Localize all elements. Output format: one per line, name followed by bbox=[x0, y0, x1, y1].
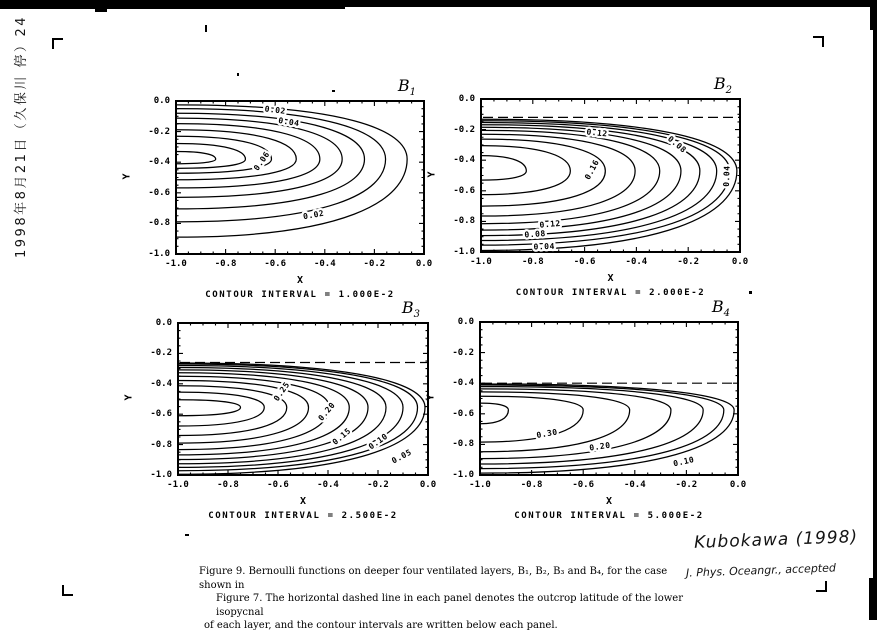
contour-label: 0.10 bbox=[672, 455, 696, 469]
y-tick-label: -1.0 bbox=[148, 249, 170, 259]
y-tick-label: -0.4 bbox=[148, 157, 170, 168]
x-tick-label: 0.0 bbox=[419, 480, 437, 490]
contour-label: 0.10 bbox=[366, 431, 390, 452]
scan-edge-top-bump2 bbox=[95, 9, 107, 12]
plot-border bbox=[480, 322, 738, 475]
crop-mark-top-left bbox=[52, 38, 63, 49]
x-tick-label: 0.0 bbox=[731, 257, 749, 267]
tick-marks bbox=[480, 322, 738, 475]
contour-label: 0.08 bbox=[666, 134, 689, 155]
panel-title-b4 bbox=[712, 297, 730, 319]
x-axis-label: X bbox=[605, 496, 613, 507]
y-tick-label: -0.6 bbox=[148, 187, 170, 198]
scan-speck bbox=[332, 90, 335, 92]
contour-label: 0.30 bbox=[535, 427, 559, 440]
contour-line-0.3 bbox=[480, 396, 583, 442]
y-tick-label: -0.6 bbox=[150, 409, 172, 420]
x-tick-label: -0.6 bbox=[572, 480, 595, 490]
x-tick-label: 0.0 bbox=[729, 480, 747, 490]
panel-title-b1 bbox=[398, 76, 416, 98]
y-tick-label: 0.0 bbox=[153, 96, 170, 106]
contour-label: 0.20 bbox=[588, 440, 612, 453]
scan-edge-right-bottom bbox=[869, 578, 877, 620]
panel-b2 bbox=[426, 74, 749, 298]
scan-speck bbox=[205, 25, 207, 32]
x-axis-label: X bbox=[607, 273, 614, 284]
contour-line-0.06 bbox=[176, 130, 296, 180]
y-tick-label: 0.0 bbox=[155, 318, 172, 328]
panel-b4 bbox=[425, 297, 747, 521]
crop-mark-bottom-right bbox=[816, 581, 827, 592]
contour-line-0.275 bbox=[178, 400, 241, 416]
x-tick-label: 0.0 bbox=[415, 259, 433, 269]
y-tick-label: -0.4 bbox=[150, 378, 172, 389]
y-tick-label: -0.6 bbox=[452, 408, 474, 419]
figure-caption-line3: of each layer, and the contour intervals are written below each panel. bbox=[204, 620, 558, 631]
contour-label: 0.04 bbox=[533, 241, 555, 252]
panel-b3 bbox=[123, 298, 437, 521]
contour-line-0.25 bbox=[178, 392, 264, 426]
y-tick-label: -0.8 bbox=[150, 439, 172, 450]
x-tick-label: -0.2 bbox=[363, 259, 386, 269]
contour-line-0.09 bbox=[176, 151, 216, 163]
scan-edge-right bbox=[873, 0, 877, 620]
x-tick-label: -0.8 bbox=[217, 480, 239, 490]
panel-title-subscript: 3 bbox=[413, 309, 420, 321]
contour-line-0.05 bbox=[176, 124, 320, 188]
handwritten-date-note: 1998年8月21日（久保川 停）24 bbox=[14, 14, 29, 258]
y-axis-label: Y bbox=[123, 394, 135, 401]
scan-speck bbox=[185, 534, 189, 536]
y-axis-label: Y bbox=[426, 170, 438, 178]
contour-plot-b1 bbox=[172, 97, 428, 258]
scan-speck bbox=[237, 73, 239, 76]
panel-title-letter: B bbox=[711, 297, 724, 316]
contour-label: 0.25 bbox=[271, 380, 292, 403]
x-axis-label: X bbox=[299, 496, 307, 507]
y-axis-label: Y bbox=[425, 393, 437, 401]
panel-title-b2 bbox=[714, 74, 732, 96]
contour-plot-b4 bbox=[476, 318, 742, 479]
x-tick-label: -1.0 bbox=[167, 480, 189, 490]
x-tick-label: -0.6 bbox=[573, 257, 596, 267]
panel-b1 bbox=[121, 76, 433, 300]
x-tick-label: -0.2 bbox=[367, 480, 389, 490]
panel-title-subscript: 2 bbox=[725, 85, 732, 97]
tick-marks bbox=[178, 323, 428, 475]
contour-label: 0.04 bbox=[277, 116, 301, 129]
handwritten-citation-journal: J. Phys. Oceangr., accepted bbox=[685, 561, 837, 580]
panel-title-subscript: 4 bbox=[723, 308, 730, 320]
contour-label: 0.08 bbox=[524, 229, 547, 240]
scan-edge-right-top bbox=[870, 0, 877, 30]
contour-line-0.225 bbox=[178, 386, 287, 436]
contour-label: 0.12 bbox=[539, 218, 562, 230]
contour-label: 0.20 bbox=[316, 400, 338, 423]
y-tick-label: -0.8 bbox=[453, 216, 475, 227]
contour-interval-caption: CONTOUR INTERVAL = 2.000E-2 bbox=[515, 288, 706, 298]
y-tick-label: -0.2 bbox=[452, 347, 474, 358]
x-axis-label: X bbox=[296, 275, 304, 286]
scan-edge-top-bump bbox=[0, 7, 345, 9]
x-tick-label: -1.0 bbox=[469, 480, 491, 490]
contour-label: 0.16 bbox=[583, 158, 602, 182]
contour-interval-caption: CONTOUR INTERVAL = 5.000E-2 bbox=[514, 511, 704, 521]
x-tick-label: -0.2 bbox=[675, 480, 698, 490]
crop-mark-top-right bbox=[813, 36, 824, 47]
y-tick-label: -1.0 bbox=[150, 470, 172, 480]
figure-caption-line1: Figure 9. Bernoulli functions on deeper four ventilated layers, B₁, B₂, B₃ and B₄, for the case shown in bbox=[199, 566, 668, 591]
y-axis-label: Y bbox=[121, 172, 133, 180]
contour-interval-caption: CONTOUR INTERVAL = 1.000E-2 bbox=[205, 290, 395, 300]
contour-line-0.025 bbox=[178, 363, 425, 474]
y-tick-label: -0.2 bbox=[148, 126, 170, 137]
figure-caption-line2: Figure 7. The horizontal dashed line in each panel denotes the outcrop latitude of the lower isopycnal bbox=[216, 593, 684, 618]
contour-line-0.2 bbox=[178, 380, 309, 443]
contour-interval-caption: CONTOUR INTERVAL = 2.500E-2 bbox=[208, 511, 398, 521]
scan-edge-top bbox=[0, 0, 877, 7]
contour-label: 0.02 bbox=[302, 208, 325, 222]
y-tick-label: -1.0 bbox=[452, 470, 474, 480]
panel-title-subscript: 1 bbox=[409, 87, 416, 99]
y-tick-label: -0.4 bbox=[452, 378, 474, 389]
x-tick-label: -0.8 bbox=[520, 480, 543, 490]
y-tick-label: -1.0 bbox=[453, 247, 475, 257]
contour-label: 0.12 bbox=[585, 127, 609, 139]
y-tick-label: -0.4 bbox=[453, 155, 475, 166]
y-tick-label: -0.6 bbox=[453, 185, 475, 196]
plot-border bbox=[178, 323, 428, 475]
y-tick-label: 0.0 bbox=[457, 317, 474, 327]
contour-label: 0.05 bbox=[390, 447, 414, 466]
y-tick-label: -0.2 bbox=[453, 124, 475, 135]
x-tick-label: -0.6 bbox=[267, 480, 289, 490]
x-tick-label: -0.4 bbox=[625, 257, 648, 267]
panel-title-letter: B bbox=[397, 76, 410, 95]
y-tick-label: 0.0 bbox=[458, 94, 475, 104]
contour-label: 0.04 bbox=[721, 165, 732, 187]
panel-title-letter: B bbox=[713, 74, 726, 93]
handwritten-citation-author: Kubokawa (1998) bbox=[693, 527, 859, 553]
panel-title-b3 bbox=[402, 298, 420, 320]
contour-label: 0.02 bbox=[264, 104, 287, 116]
x-tick-label: -1.0 bbox=[165, 259, 187, 269]
contour-label: 0.15 bbox=[330, 426, 353, 447]
y-tick-label: -0.2 bbox=[150, 348, 172, 359]
x-tick-label: -0.8 bbox=[214, 259, 237, 269]
x-tick-label: -0.6 bbox=[264, 259, 287, 269]
contour-line-0.2 bbox=[481, 156, 526, 180]
panel-title-letter: B bbox=[401, 298, 414, 317]
x-tick-label: -0.2 bbox=[677, 257, 700, 267]
figure-caption bbox=[199, 565, 691, 633]
contour-plot-b2 bbox=[477, 95, 744, 256]
x-tick-label: -0.4 bbox=[623, 480, 646, 490]
x-tick-label: -0.4 bbox=[317, 480, 339, 490]
x-tick-label: -1.0 bbox=[470, 257, 492, 267]
y-tick-label: -0.8 bbox=[452, 439, 474, 450]
contour-line-0.02 bbox=[481, 119, 737, 250]
contour-label: 0.06 bbox=[252, 149, 272, 173]
x-tick-label: -0.8 bbox=[521, 257, 544, 267]
contour-line-0.08 bbox=[176, 144, 245, 169]
crop-mark-bottom-left bbox=[62, 585, 73, 596]
y-tick-label: -0.8 bbox=[148, 218, 170, 229]
contour-plot-b3 bbox=[174, 319, 432, 479]
x-tick-label: -0.4 bbox=[313, 259, 336, 269]
